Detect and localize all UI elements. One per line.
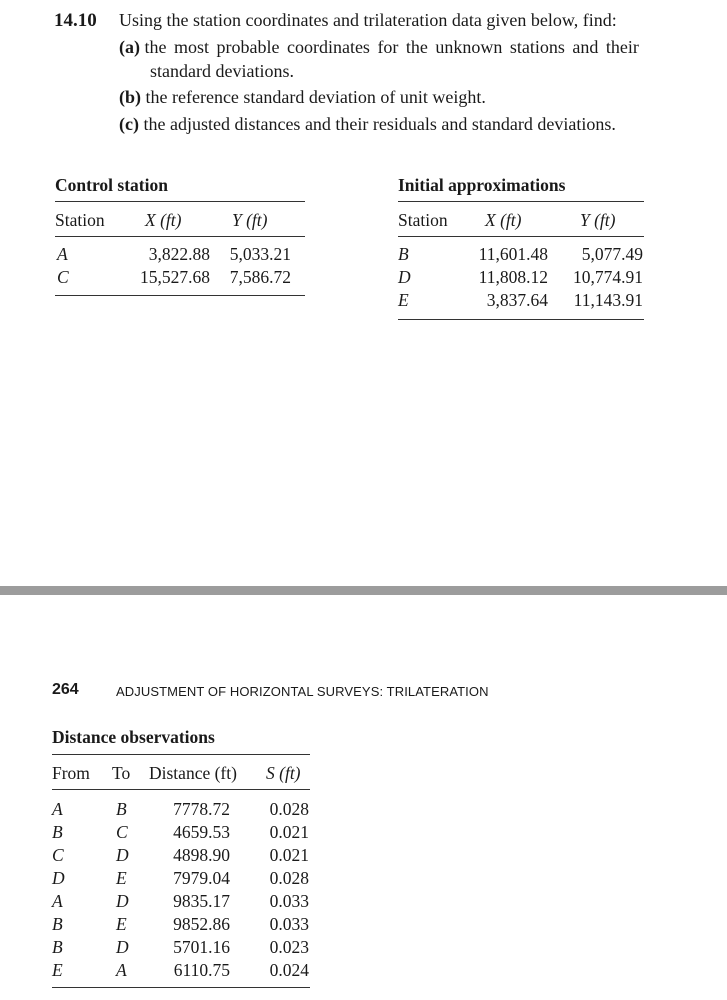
distance-row-from: B [52, 937, 63, 957]
part-a-text-cont: standard deviations. [150, 61, 294, 81]
distance-row-distance: 9835.17 [173, 891, 230, 911]
distance-row-distance: 5701.16 [173, 937, 230, 957]
distance-table-title: Distance observations [52, 727, 215, 747]
approx-row-x: 11,808.12 [478, 267, 548, 287]
distance-row-s: 0.028 [269, 868, 309, 888]
control-header-station: Station [55, 210, 105, 230]
distance-row-s: 0.021 [269, 822, 309, 842]
approx-table-header-rule [398, 236, 644, 237]
control-table-top-rule [55, 201, 305, 202]
distance-header-from: From [52, 763, 90, 783]
distance-header-distance: Distance (ft) [149, 763, 237, 783]
part-a [119, 37, 639, 58]
distance-row-to: D [116, 891, 129, 911]
control-row-station: C [57, 267, 69, 287]
distance-header-to: To [112, 763, 131, 783]
distance-header-s: S (ft) [266, 763, 301, 783]
distance-row-from: A [52, 891, 63, 911]
distance-row-distance: 7979.04 [173, 868, 230, 888]
distance-row-distance: 4898.90 [173, 845, 230, 865]
distance-row-to: D [116, 937, 129, 957]
approx-table-top-rule [398, 201, 644, 202]
distance-row-distance: 9852.86 [173, 914, 230, 934]
approx-table-title: Initial approximations [398, 175, 566, 195]
control-row-y: 7,586.72 [229, 267, 291, 287]
distance-table-top-rule [52, 754, 310, 755]
control-header-x: X (ft) [145, 210, 182, 230]
part-b [119, 87, 486, 108]
approx-row-x: 11,601.48 [478, 244, 548, 264]
page-break-band [0, 586, 727, 595]
distance-row-from: B [52, 822, 63, 842]
control-row-y: 5,033.21 [229, 244, 291, 264]
approx-table-bottom-rule [398, 319, 644, 320]
control-header-y: Y (ft) [232, 210, 268, 230]
distance-table-bottom-rule [52, 987, 310, 988]
problem-intro: Using the station coordinates and trilateration data given below, find: [119, 10, 617, 30]
approx-row-station: D [398, 267, 411, 287]
distance-row-distance: 6110.75 [173, 960, 230, 980]
control-table-header-rule [55, 236, 305, 237]
distance-row-distance: 4659.53 [173, 822, 230, 842]
distance-row-from: C [52, 845, 64, 865]
running-head: ADJUSTMENT OF HORIZONTAL SURVEYS: TRILATERATION [116, 684, 489, 699]
approx-header-x: X (ft) [485, 210, 522, 230]
control-table-title: Control station [55, 175, 168, 195]
approx-header-y: Y (ft) [580, 210, 616, 230]
approx-row-station: E [398, 290, 409, 310]
distance-row-s: 0.028 [269, 799, 309, 819]
distance-row-to: C [116, 822, 128, 842]
page-number: 264 [52, 681, 79, 698]
approx-row-x: 3,837.64 [486, 290, 548, 310]
distance-table-header-rule [52, 789, 310, 790]
approx-row-y: 5,077.49 [581, 244, 643, 264]
approx-row-station: B [398, 244, 409, 264]
approx-row-y: 11,143.91 [573, 290, 643, 310]
approx-header-station: Station [398, 210, 448, 230]
control-row-x: 15,527.68 [140, 267, 210, 287]
distance-row-from: A [52, 799, 63, 819]
distance-row-s: 0.033 [269, 914, 309, 934]
part-c [119, 114, 616, 135]
part-c-label: (c) [119, 114, 139, 134]
distance-row-s: 0.033 [269, 891, 309, 911]
approx-row-y: 10,774.91 [573, 267, 643, 287]
distance-row-to: E [116, 914, 127, 934]
problem-number: 14.10 [54, 10, 97, 31]
distance-row-from: B [52, 914, 63, 934]
part-a-label: (a) [119, 37, 140, 57]
distance-row-s: 0.023 [269, 937, 309, 957]
distance-row-to: B [116, 799, 127, 819]
control-table-bottom-rule [55, 295, 305, 296]
part-c-text: the adjusted distances and their residuals and standard deviations. [143, 114, 616, 134]
distance-row-distance: 7778.72 [173, 799, 230, 819]
distance-row-from: E [52, 960, 63, 980]
control-row-station: A [57, 244, 68, 264]
distance-row-from: D [52, 868, 65, 888]
distance-row-to: D [116, 845, 129, 865]
part-b-text: the reference standard deviation of unit weight. [145, 87, 486, 107]
distance-row-to: E [116, 868, 127, 888]
distance-row-s: 0.024 [269, 960, 309, 980]
control-row-x: 3,822.88 [148, 244, 210, 264]
part-b-label: (b) [119, 87, 141, 107]
distance-row-s: 0.021 [269, 845, 309, 865]
distance-row-to: A [116, 960, 127, 980]
part-a-text: the most probable coordinates for the unknown stations and their [144, 37, 639, 57]
